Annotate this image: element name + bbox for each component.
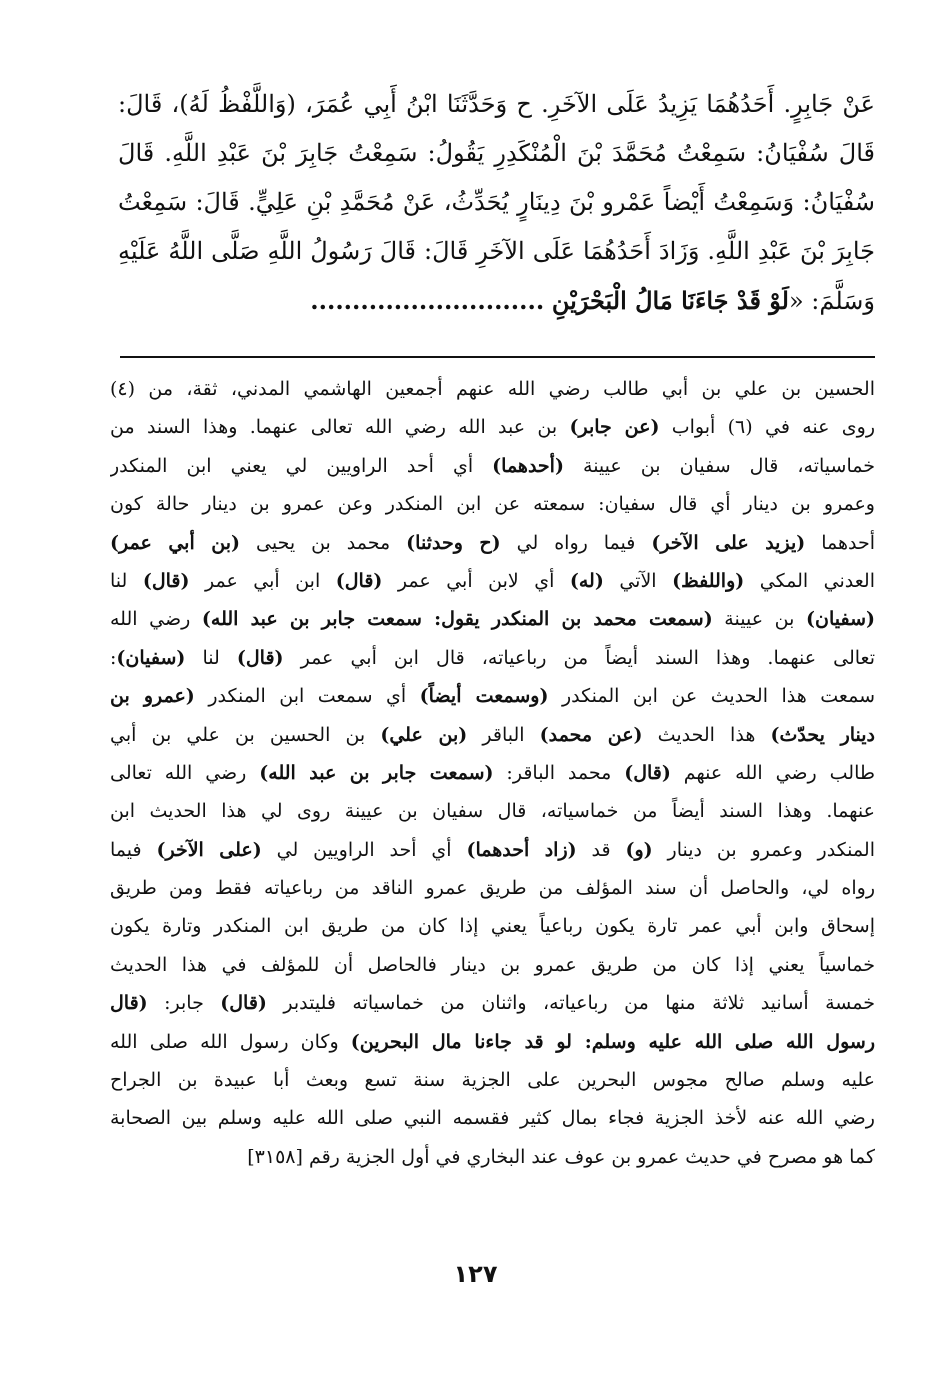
commentary-bold-quote: (قال) — [220, 992, 267, 1015]
commentary-text: المنكدر وعمرو بن دينار — [652, 838, 875, 861]
commentary-bold-quote: (وسمعت أيضاً) — [419, 685, 549, 708]
commentary-line — [110, 1138, 875, 1176]
continuation-dots: ............................ — [310, 286, 545, 315]
hadith-line — [118, 276, 875, 325]
commentary-text: رواه لي، والحاصل أن سند المؤلف من طريق عمرو الناقد من رباعياته فقط ومن طريق — [110, 877, 875, 900]
hadith-quote: لَوْ قَدْ جَاءَنَا مَالُ الْبَحْرَيْنِ — [551, 286, 789, 315]
commentary-line — [110, 831, 875, 869]
commentary-bold-quote: (قال) — [335, 569, 383, 592]
commentary-line — [110, 869, 875, 907]
commentary-text: خماسياً يعني إذا كان من طريق عمرو بن دينار فالحاصل أن للمؤلف في هذا الحديث — [110, 953, 875, 976]
commentary-line — [110, 1061, 875, 1099]
commentary-bold-quote: (سفيان) — [806, 608, 875, 631]
commentary-text: رضي الله تعالى — [110, 761, 260, 784]
commentary-line — [110, 907, 875, 945]
commentary-text: الآتي — [603, 569, 673, 592]
commentary-text: عنهما. وهذا السند أيضاً من خماسياته، قال سفيان بن عيينة روى لي هذا الحديث ابن — [110, 800, 875, 823]
commentary-text: بن عبد الله رضي الله تعالى عنهما. وهذا السند من — [110, 416, 570, 439]
commentary-text: رضي الله عنه لأخذ الجزية فجاء بمال كثير فقسمه النبي صلى الله عليه وسلم بين الصحابة — [110, 1107, 875, 1130]
commentary-bold-quote: (بن علي) — [380, 723, 468, 746]
commentary-footnotes — [110, 370, 875, 1176]
commentary-text: فيما رواه لي — [500, 531, 652, 554]
commentary-text: رضي الله — [110, 608, 202, 631]
commentary-line — [110, 370, 875, 408]
commentary-line — [110, 1023, 875, 1061]
commentary-text: تعالى عنهما. وهذا السند أيضاً من رباعياته، قال ابن أبي عمر — [283, 646, 875, 669]
commentary-line — [110, 485, 875, 523]
hadith-line: سُفْيَانُ: وَسَمِعْتُ أَيْضاً عَمْرو بْنَ دِينَارٍ يُحَدِّثُ، عَنْ مُحَمَّدِ بْنِ عَلِيٍّ. قَالَ: سَمِعْتُ — [118, 188, 875, 216]
commentary-bold-quote: (قال) — [142, 569, 190, 592]
commentary-text: الحسين بن علي بن أبي طالب رضي الله عنهم أجمعين الهاشمي المدني، ثقة، من (٤) — [110, 378, 875, 400]
commentary-text: طالب رضي الله عنهم — [670, 761, 875, 784]
commentary-text: محمد الباقر: — [493, 761, 625, 784]
commentary-line — [110, 754, 875, 792]
commentary-text: لنا — [110, 569, 143, 592]
hadith-text — [118, 80, 875, 325]
commentary-bold-quote: (بن أبي عمر) — [110, 531, 241, 554]
commentary-line — [110, 946, 875, 984]
commentary-text: أي أحد الراويين لي — [261, 838, 467, 861]
commentary-text: روى عنه في (٦) أبواب — [659, 416, 875, 439]
commentary-text: خماسياته، قال سفيان بن عيينة — [563, 454, 875, 477]
commentary-line — [110, 792, 875, 830]
commentary-text: جابر: — [147, 992, 221, 1015]
commentary-bold-quote: (له) — [569, 569, 604, 592]
commentary-line — [110, 639, 875, 677]
commentary-bold-quote: (قال — [110, 992, 148, 1015]
commentary-bold-quote: دينار يحدّث) — [770, 723, 875, 746]
commentary-bold-quote: (ح وحدثنا) — [406, 531, 501, 554]
page-number: ١٢٧ — [453, 1260, 498, 1288]
commentary-text: أي أحد الراويين لي يعني ابن المنكدر — [110, 454, 493, 477]
commentary-bold-quote: (أحدهما) — [492, 454, 564, 477]
commentary-line — [110, 524, 875, 562]
commentary-text: كما هو مصرح في حديث عمرو بن عوف عند البخاري في أول الجزية رقم [٣١٥٨] — [247, 1145, 875, 1168]
commentary-text: أي لابن أبي عمر — [382, 569, 570, 592]
hadith-line: قَالَ سُفْيَانُ: سَمِعْتُ مُحَمَّدَ بْنَ الْمُنْكَدِرِ يَقُولُ: سَمِعْتُ جَابِرَ بْنَ عَبْدِ اللَّهِ. قَالَ — [118, 139, 875, 167]
commentary-text: لنا — [185, 646, 237, 669]
hadith-line: جَابِرَ بْنَ عَبْدِ اللَّهِ. وَزَادَ أَحَدُهُمَا عَلَى الآخَرِ قَالَ: قَالَ رَسُولُ اللَّهِ صَلَّى اللَّهُ عَلَيْهِ — [118, 237, 875, 265]
commentary-text: أحدهما — [805, 531, 875, 554]
commentary-text: سمعت هذا الحديث عن ابن المنكدر — [548, 685, 875, 708]
commentary-bold-quote: (عمرو بن — [110, 685, 195, 708]
commentary-text: فيما — [110, 838, 157, 861]
commentary-line — [110, 984, 875, 1022]
commentary-bold-quote: (و) — [625, 838, 653, 861]
commentary-text: ابن أبي عمر — [189, 569, 336, 592]
commentary-text: قد — [576, 838, 626, 861]
commentary-bold-quote: (يزيد على الآخر) — [651, 531, 806, 554]
commentary-line — [110, 408, 875, 446]
commentary-bold-quote: (واللفظ) — [672, 569, 745, 592]
commentary-text: خمسة أسانيد ثلاثة منها من رباعياته، واثنان من خماسياته فليتدبر — [266, 992, 875, 1015]
hadith-line: عَنْ جَابِرٍ. أَحَدُهُمَا يَزِيدُ عَلَى الآخَرِ. ح وَحَدَّثَنَا ابْنُ أَبِي عُمَرَ، (وَاللَّفْظُ لَهُ)، قَالَ: — [118, 90, 875, 118]
footnote-separator — [120, 356, 875, 358]
commentary-text: : — [110, 646, 117, 669]
commentary-text: الباقر — [467, 723, 540, 746]
commentary-line — [110, 447, 875, 485]
commentary-line — [110, 562, 875, 600]
commentary-line — [110, 600, 875, 638]
commentary-bold-quote: (على الآخر) — [156, 838, 262, 861]
commentary-bold-quote: (قال) — [236, 646, 284, 669]
commentary-text: بن عيينة — [712, 608, 806, 631]
commentary-line — [110, 677, 875, 715]
commentary-bold-quote: (قال) — [624, 761, 671, 784]
commentary-text: وعمرو بن دينار أي قال سفيان: سمعته عن ابن المنكدر وعن عمرو بن دينار حالة كون — [110, 493, 875, 516]
commentary-bold-quote: (زاد أحدهما) — [466, 838, 577, 861]
commentary-bold-quote: (سمعت محمد بن المنكدر يقول: سمعت جابر بن عبد الله) — [201, 608, 713, 631]
hadith-line-prefix: وَسَلَّمَ: « — [788, 287, 875, 315]
commentary-text: إسحاق وابن أبي عمر تارة يكون رباعياً يعني إذا كان من طريق ابن المنكدر وتارة يكون — [110, 915, 875, 938]
commentary-line — [110, 1099, 875, 1137]
commentary-text: العدني المكي — [744, 569, 875, 592]
commentary-bold-quote: رسول الله صلى الله عليه وسلم: لو قد جاءنا مال البحرين) — [350, 1030, 875, 1053]
commentary-text: عليه وسلم صالح مجوس البحرين على الجزية سنة تسع وبعث أبا عبيدة بن الجراح — [110, 1069, 875, 1092]
commentary-text: وكان رسول الله صلى الله — [110, 1030, 351, 1053]
commentary-line — [110, 716, 875, 754]
commentary-bold-quote: (سفيان) — [116, 646, 186, 669]
commentary-bold-quote: (عن محمد) — [539, 723, 643, 746]
commentary-text: محمد بن يحيى — [240, 531, 407, 554]
commentary-text: بن الحسين بن علي بن أبي — [110, 723, 381, 746]
commentary-bold-quote: (سمعت جابر بن عبد الله) — [259, 761, 494, 784]
commentary-text: أي سمعت ابن المنكدر — [194, 685, 420, 708]
commentary-bold-quote: (عن جابر) — [569, 416, 660, 439]
commentary-text: هذا الحديث — [642, 723, 771, 746]
